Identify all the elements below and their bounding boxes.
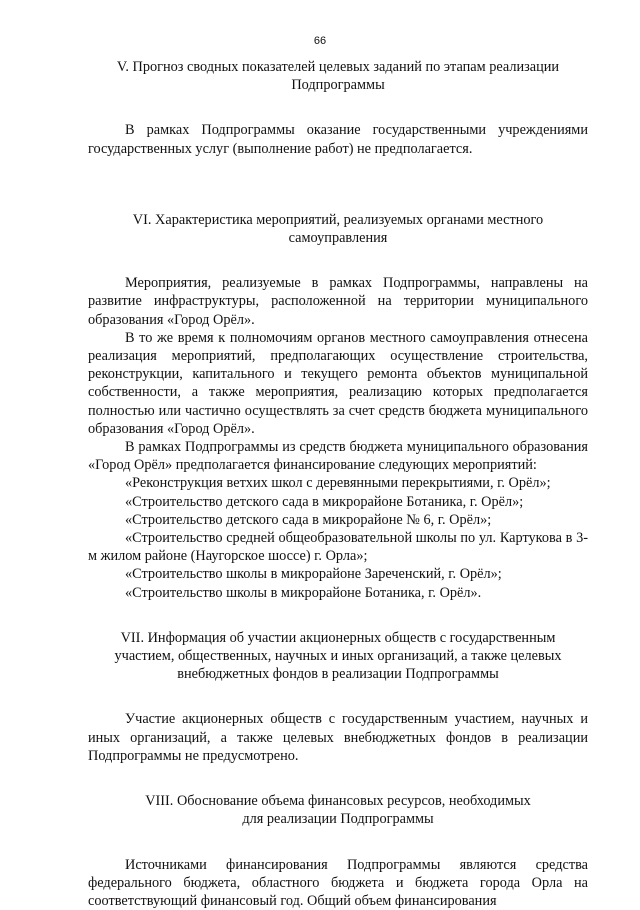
list-item: «Строительство детского сада в микрорайоне № 6, г. Орёл»; (88, 511, 588, 529)
section-5-heading-line-2: Подпрограммы (88, 76, 588, 94)
section-6-paragraph-1: Мероприятия, реализуемые в рамках Подпрограммы, направлены на развитие инфраструктуры, расположенной на территории муниципального образования «Город Орёл». (88, 274, 588, 329)
section-6-heading-line-2: самоуправления (88, 229, 588, 247)
section-7-heading (88, 629, 588, 684)
section-6-paragraph-2: В то же время к полномочиям органов местного самоуправления отнесена реализация мероприятий, предполагающих осуществление строительства, реконструкции, капитального и текущего ремонта объектов муниципальной собственности, а также мероприятия, реализацию которых предполагается полностью или частично осуществлять за счет средств бюджета муниципального образования «Город Орёл». (88, 329, 588, 438)
section-7-heading-line-1: VII. Информация об участии акционерных обществ с государственным (88, 629, 588, 647)
list-item: «Строительство школы в микрорайоне Ботаника, г. Орёл». (88, 584, 588, 602)
section-5-paragraph: В рамках Подпрограммы оказание государственными учреждениями государственных услуг (выполнение работ) не предполагается. (88, 121, 588, 157)
section-7-heading-line-2: участием, общественных, научных и иных организаций, а также целевых (88, 647, 588, 665)
section-7-heading-line-3: внебюджетных фондов в реализации Подпрограммы (88, 665, 588, 683)
list-item: «Строительство школы в микрорайоне Зареченский, г. Орёл»; (88, 565, 588, 583)
section-6-heading-line-1: VI. Характеристика мероприятий, реализуемых органами местного (88, 211, 588, 229)
section-5-heading-line-1: V. Прогноз сводных показателей целевых заданий по этапам реализации (88, 58, 588, 76)
section-8-heading (88, 792, 588, 828)
list-item: «Строительство детского сада в микрорайоне Ботаника, г. Орёл»; (88, 493, 588, 511)
section-5-heading (88, 58, 588, 94)
section-8-heading-line-1: VIII. Обоснование объема финансовых ресурсов, необходимых (88, 792, 588, 810)
section-7-paragraph: Участие акционерных обществ с государственным участием, научных и иных организаций, а также целевых внебюджетных фондов в реализации Подпрограммы не предусмотрено. (88, 710, 588, 765)
list-item: «Строительство средней общеобразовательной школы по ул. Картукова в 3-м жилом районе (Наугорское шоссе) г. Орла»; (88, 529, 588, 565)
page-content (88, 58, 588, 910)
section-6-paragraph-3: В рамках Подпрограммы из средств бюджета муниципального образования «Город Орёл» предполагается финансирование следующих мероприятий: (88, 438, 588, 474)
section-8-paragraph: Источниками финансирования Подпрограммы являются средства федерального бюджета, областного бюджета и бюджета города Орла на соответствующий финансовый год. Общий объем финансирования (88, 856, 588, 910)
page-number: 66 (0, 35, 640, 47)
list-item: «Реконструкция ветхих школ с деревянными перекрытиями, г. Орёл»; (88, 474, 588, 492)
section-6-heading (88, 211, 588, 247)
section-8-heading-line-2: для реализации Подпрограммы (88, 810, 588, 828)
